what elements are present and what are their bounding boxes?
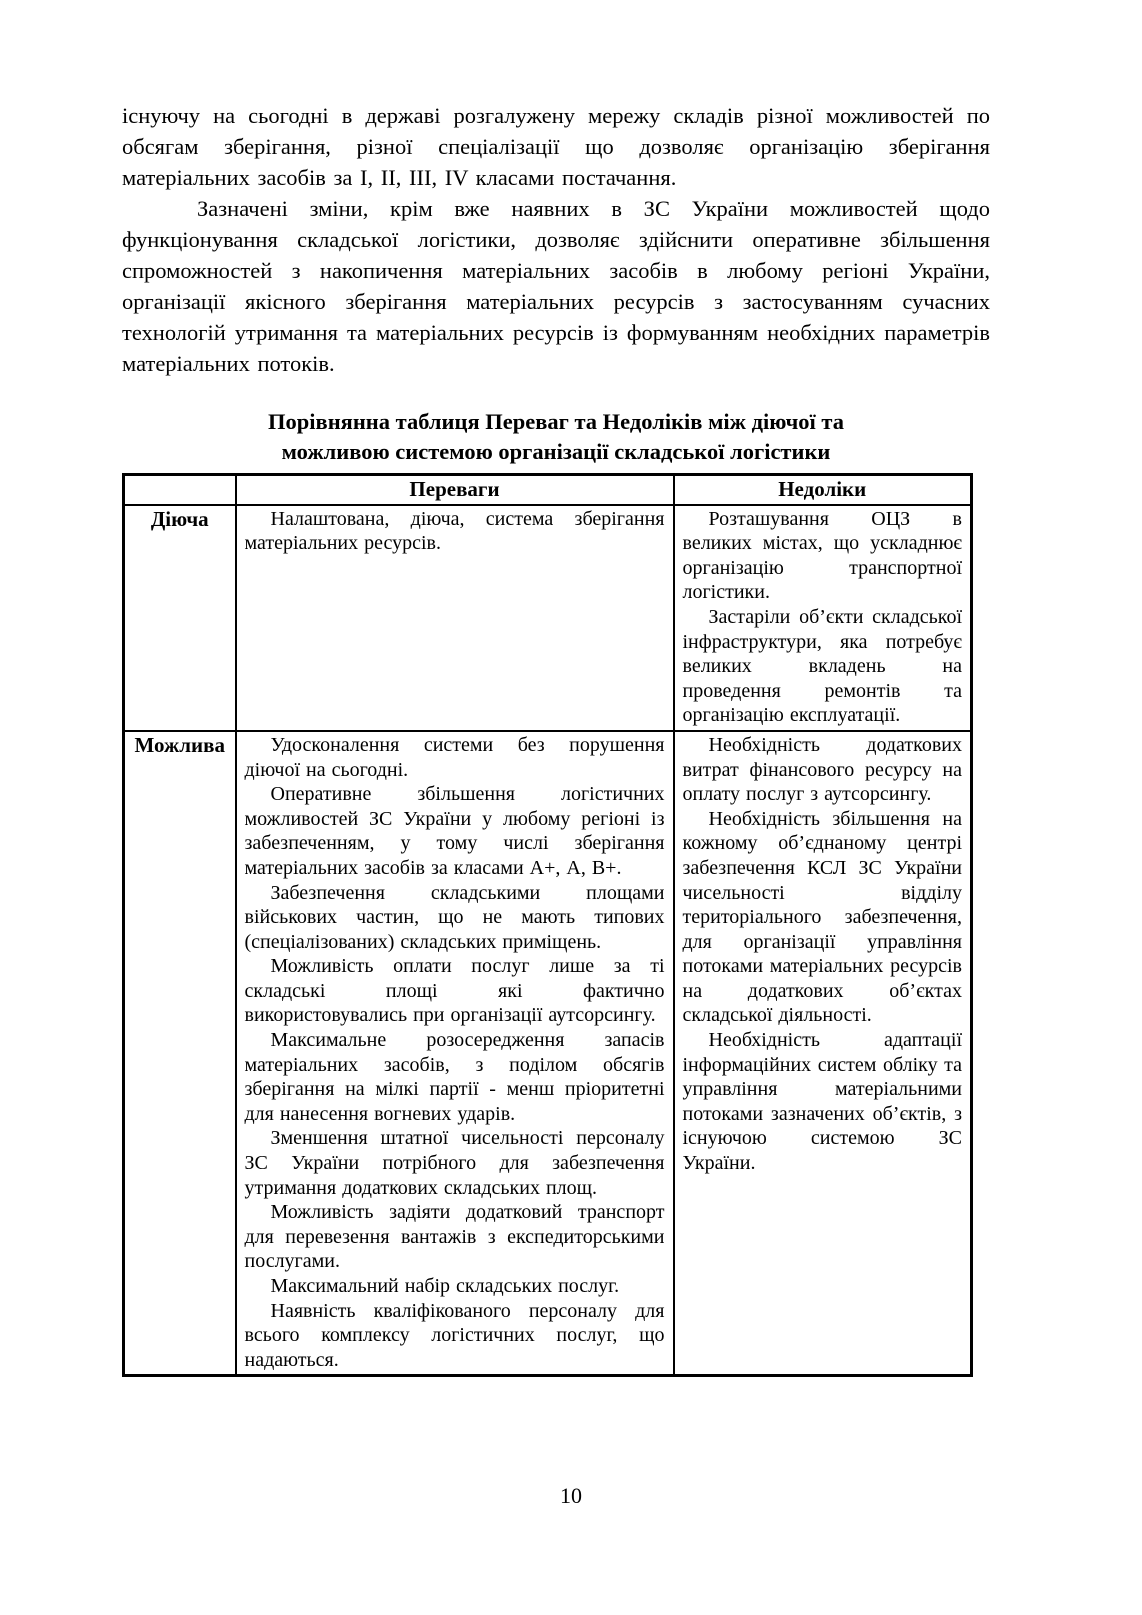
possible-cons-cell bbox=[674, 731, 972, 1376]
table-title-line-1: Порівнянна таблиця Переваг та Недоліків між діючої та bbox=[268, 409, 844, 434]
cell-paragraph: Удосконалення системи без порушення діючої на сьогодні. bbox=[244, 733, 665, 781]
current-cons-cell bbox=[674, 505, 972, 731]
table-title bbox=[122, 407, 990, 467]
cell-paragraph: Застаріли об’єкти складської інфраструктури, яка потребує великих вкладень на проведення ремонтів та організацію експлуатації. bbox=[682, 605, 962, 727]
cell-paragraph: Максимальне розосередження запасів матеріальних засобів, з поділом обсягів зберігання на мілкі партії - менш пріоритетні для нанесення вогневих ударів. bbox=[244, 1029, 665, 1125]
cell-paragraph: Налаштована, діюча, система зберігання матеріальних ресурсів. bbox=[244, 507, 665, 555]
cell-paragraph: Розташування ОЦЗ в великих містах, що ускладнює організацію транспортної логістики. bbox=[682, 507, 962, 604]
cell-paragraph: Необхідність адаптації інформаційних систем обліку та управління матеріальними потоками зазначених об’єктів, з існуючою системою ЗС України. bbox=[682, 1029, 962, 1175]
current-pros-cell bbox=[236, 505, 674, 731]
table-row-current bbox=[124, 505, 972, 731]
header-pros: Переваги bbox=[236, 475, 674, 505]
header-empty-cell bbox=[124, 475, 236, 505]
cell-paragraph: Можливість задіяти додатковий транспорт для перевезення вантажів з експедиторськими послугами. bbox=[244, 1201, 665, 1273]
row-label-current: Діюча bbox=[124, 505, 236, 731]
cell-paragraph: Зменшення штатної чисельності персоналу ЗС України потрібного для забезпечення утримання додаткових складських площ. bbox=[244, 1127, 665, 1199]
table-title-line-2: можливою системою організації складської логістики bbox=[281, 439, 831, 464]
table-row-possible bbox=[124, 731, 972, 1376]
cell-paragraph: Максимальний набір складських послуг. bbox=[270, 1275, 620, 1297]
cell-paragraph: Наявність кваліфікованого персоналу для всього комплексу логістичних послуг, що надаються. bbox=[244, 1299, 665, 1371]
page-content bbox=[122, 100, 990, 1377]
cell-paragraph: Оперативне збільшення логістичних можливостей ЗС України у любому регіоні із забезпеченням, у тому числі зберігання матеріальних засобів за класами А+, А, В+. bbox=[244, 783, 665, 879]
table-header-row bbox=[124, 475, 972, 505]
page-number: 10 bbox=[560, 1483, 582, 1508]
cell-paragraph: Необхідність додаткових витрат фінансового ресурсу на оплату послуг з аутсорсингу. bbox=[682, 733, 962, 806]
header-cons: Недоліки bbox=[674, 475, 972, 505]
comparison-table bbox=[122, 473, 973, 1377]
paragraph: існуючу на сьогодні в державі розгалужену мережу складів різної можливостей по обсягам зберігання, різної спеціалізації що дозволяє організацію зберігання матеріальних засобів за I, II, III, IV класами постачання. bbox=[122, 103, 990, 190]
row-label-possible: Можлива bbox=[124, 731, 236, 1376]
cell-paragraph: Необхідність збільшення на кожному об’єднаному центрі забезпечення КСЛ ЗС України чисельності відділу територіального забезпечення, для організації управління потоками матеріальних ресурсів на додаткових об’єктах складської діяльності. bbox=[682, 807, 962, 1027]
cell-paragraph: Забезпечення складськими площами військових частин, що не мають типових (спеціалізованих) складських приміщень. bbox=[244, 881, 665, 953]
cell-paragraph: Можливість оплати послуг лише за ті складські площі які фактично використовувались при організації аутсорсингу. bbox=[244, 955, 665, 1027]
paragraph: Зазначені зміни, крім вже наявних в ЗС України можливостей щодо функціонування складської логістики, дозволяє здійснити оперативне збільшення спроможностей з накопичення матеріальних засобів в любому регіоні України, організації якісного зберігання матеріальних ресурсів з застосуванням сучасних технологій утримання та матеріальних ресурсів із формуванням необхідних параметрів матеріальних потоків. bbox=[122, 196, 990, 376]
possible-pros-cell bbox=[236, 731, 674, 1376]
